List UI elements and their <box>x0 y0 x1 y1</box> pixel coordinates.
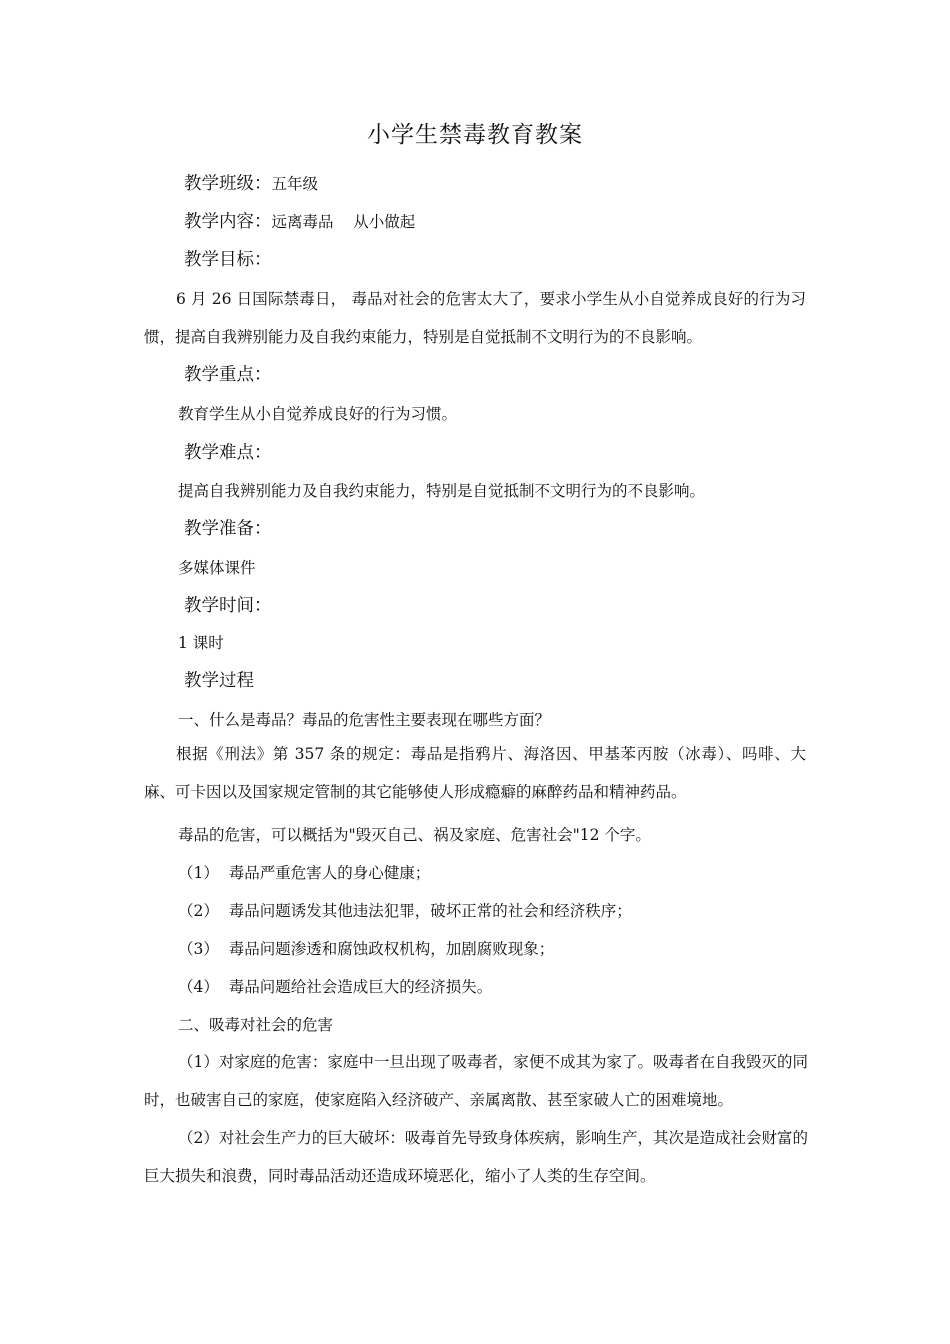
class-line <box>184 170 318 195</box>
section1-paragraph: 根据《刑法》第 357 条的规定：毒品是指鸦片、海洛因、甲基苯丙胺（冰毒）、吗啡、大麻、可卡因以及国家规定管制的其它能够使人形成瘾癖的麻醉药品和精神药品。 <box>144 745 806 801</box>
harm-item-2: （2） 毒品问题诱发其他违法犯罪，破坏正常的社会和经济秩序； <box>178 902 632 920</box>
harm-item-1: （1） 毒品严重危害人的身心健康； <box>178 864 431 882</box>
prep-label: 教学准备： <box>184 519 272 539</box>
harm-item-4: （4） 毒品问题给社会造成巨大的经济损失。 <box>178 978 493 996</box>
process-label: 教学过程 <box>184 671 254 691</box>
content-label: 教学内容： <box>184 212 272 232</box>
goal-text: 6 月 26 日国际禁毒日， 毒品对社会的危害太大了，要求小学生从小自觉养成良好的行为习惯，提高自我辨别能力及自我约束能力，特别是自觉抵制不文明行为的不良影响。 <box>144 290 806 346</box>
difficulty-text: 提高自我辨别能力及自我约束能力，特别是自觉抵制不文明行为的不良影响。 <box>178 482 706 500</box>
key-label: 教学重点： <box>184 365 272 385</box>
harm-summary: 毒品的危害，可以概括为"毁灭自己、祸及家庭、危害社会"12 个字。 <box>178 826 651 844</box>
class-value: 五年级 <box>271 175 319 193</box>
class-label: 教学班级： <box>184 174 272 194</box>
time-label: 教学时间： <box>184 596 272 616</box>
content-line <box>184 208 415 233</box>
difficulty-label: 教学难点： <box>184 443 272 463</box>
time-text: 1 课时 <box>178 634 224 652</box>
section2-paragraph-1: （1）对家庭的危害：家庭中一旦出现了吸毒者，家便不成其为家了。吸毒者在自我毁灭的同时，也破害自己的家庭，使家庭陷入经济破产、亲属离散、甚至家破人亡的困难境地。 <box>144 1053 808 1109</box>
harm-item-3: （3） 毒品问题渗透和腐蚀政权机构，加剧腐败现象； <box>178 940 555 958</box>
section1-heading: 一、什么是毒品？毒品的危害性主要表现在哪些方面？ <box>178 711 551 729</box>
goal-label: 教学目标： <box>184 250 272 270</box>
content-value: 远离毒品 从小做起 <box>271 213 416 231</box>
document-title: 小学生禁毒教育教案 <box>367 122 583 148</box>
key-text: 教育学生从小自觉养成良好的行为习惯。 <box>178 405 458 423</box>
section2-paragraph-2: （2）对社会生产力的巨大破坏：吸毒首先导致身体疾病，影响生产，其次是造成社会财富的巨大损失和浪费，同时毒品活动还造成环境恶化，缩小了人类的生存空间。 <box>144 1129 808 1185</box>
prep-text: 多媒体课件 <box>178 559 256 577</box>
section2-heading: 二、吸毒对社会的危害 <box>178 1016 334 1034</box>
